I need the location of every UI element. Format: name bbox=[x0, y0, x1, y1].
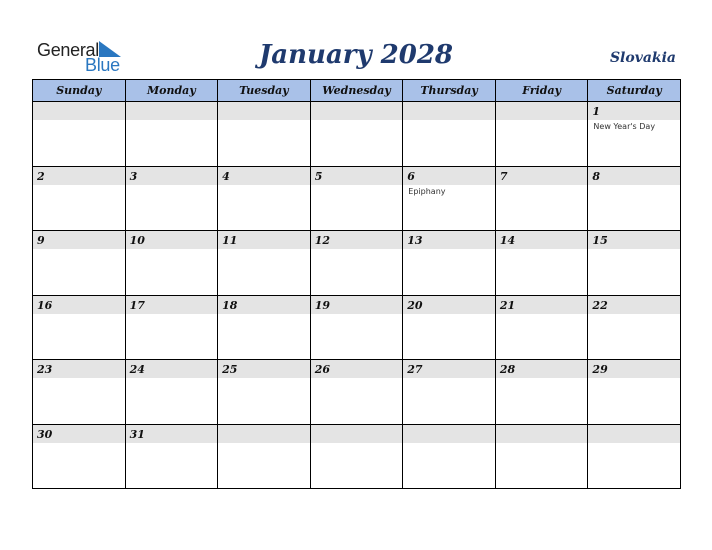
day-number: 12 bbox=[314, 234, 331, 247]
day-cell bbox=[33, 102, 126, 167]
weekday-header-thursday: Thursday bbox=[403, 80, 496, 102]
day-cell bbox=[496, 360, 589, 425]
date-band bbox=[311, 167, 403, 185]
day-number: 7 bbox=[499, 169, 508, 183]
day-number: 19 bbox=[314, 298, 331, 312]
day-cell bbox=[588, 231, 681, 296]
day-cell bbox=[33, 231, 126, 296]
day-cell bbox=[588, 167, 681, 232]
day-cell bbox=[33, 360, 126, 425]
date-band bbox=[496, 102, 588, 120]
logo-text-blue: Blue bbox=[85, 55, 120, 75]
day-cell bbox=[126, 167, 219, 232]
date-band bbox=[126, 167, 218, 185]
date-band bbox=[496, 425, 588, 443]
day-number: 31 bbox=[129, 427, 145, 441]
day-cell bbox=[588, 425, 681, 490]
date-band bbox=[126, 102, 218, 120]
date-band bbox=[218, 425, 310, 443]
weekday-header-sunday: Sunday bbox=[33, 80, 126, 102]
day-number: 5 bbox=[314, 169, 323, 183]
day-number: 16 bbox=[37, 298, 53, 312]
day-number: 11 bbox=[222, 234, 238, 247]
date-band bbox=[33, 102, 125, 120]
date-band bbox=[588, 102, 680, 120]
day-cell bbox=[311, 425, 404, 490]
day-cell bbox=[403, 360, 496, 425]
date-band bbox=[588, 425, 680, 443]
day-cell bbox=[33, 296, 126, 361]
day-number: 8 bbox=[592, 169, 601, 183]
calendar-grid bbox=[32, 79, 681, 489]
day-number: 22 bbox=[592, 298, 608, 312]
day-cell bbox=[218, 231, 311, 296]
day-cell bbox=[311, 296, 404, 361]
day-cell bbox=[403, 425, 496, 490]
day-number: 23 bbox=[37, 363, 53, 376]
day-number: 14 bbox=[499, 234, 516, 247]
day-number: 17 bbox=[129, 298, 145, 312]
day-number: 3 bbox=[129, 169, 138, 183]
day-cell bbox=[403, 102, 496, 167]
day-number: 10 bbox=[129, 234, 145, 247]
day-cell bbox=[588, 102, 681, 167]
date-band bbox=[403, 102, 495, 120]
day-number: 26 bbox=[314, 363, 331, 376]
day-cell bbox=[126, 102, 219, 167]
day-cell bbox=[33, 425, 126, 490]
date-band bbox=[496, 167, 588, 185]
date-band bbox=[311, 102, 403, 120]
day-number: 9 bbox=[37, 234, 45, 247]
day-cell bbox=[33, 167, 126, 232]
date-band bbox=[403, 167, 495, 185]
date-band bbox=[588, 167, 680, 185]
weekday-header-saturday: Saturday bbox=[588, 80, 681, 102]
date-band bbox=[33, 231, 125, 249]
country-label: Slovakia bbox=[609, 50, 676, 66]
calendar-title: January 2028 bbox=[258, 40, 454, 70]
day-cell bbox=[126, 425, 219, 490]
day-number: 25 bbox=[222, 363, 238, 376]
day-number: 27 bbox=[407, 363, 423, 376]
holiday-label: Epiphany bbox=[408, 186, 446, 196]
day-cell bbox=[403, 231, 496, 296]
holiday-label: New Year's Day bbox=[593, 122, 656, 131]
date-band bbox=[218, 167, 310, 185]
date-band bbox=[33, 167, 125, 185]
day-number: 28 bbox=[499, 363, 516, 376]
day-cell bbox=[311, 231, 404, 296]
day-cell bbox=[403, 167, 496, 232]
day-number: 4 bbox=[222, 169, 230, 183]
day-cell bbox=[311, 167, 404, 232]
day-cell bbox=[588, 296, 681, 361]
day-number: 1 bbox=[592, 105, 601, 118]
logo-text-general: General bbox=[37, 40, 99, 60]
day-cell bbox=[126, 296, 219, 361]
day-number: 29 bbox=[592, 363, 608, 376]
weekday-header-tuesday: Tuesday bbox=[218, 80, 311, 102]
date-band bbox=[311, 425, 403, 443]
day-number: 30 bbox=[37, 427, 53, 441]
day-cell bbox=[496, 425, 589, 490]
day-number: 13 bbox=[407, 234, 423, 247]
day-cell bbox=[311, 360, 404, 425]
weekday-header-wednesday: Wednesday bbox=[311, 80, 404, 102]
weekday-header-friday: Friday bbox=[496, 80, 589, 102]
day-cell bbox=[126, 231, 219, 296]
day-cell bbox=[218, 167, 311, 232]
day-number: 6 bbox=[407, 169, 415, 183]
day-cell bbox=[588, 360, 681, 425]
day-cell bbox=[496, 167, 589, 232]
day-cell bbox=[496, 296, 589, 361]
day-number: 2 bbox=[37, 169, 45, 183]
date-band bbox=[218, 102, 310, 120]
weekday-header-monday: Monday bbox=[126, 80, 219, 102]
day-cell bbox=[311, 102, 404, 167]
day-number: 24 bbox=[129, 363, 145, 376]
day-cell bbox=[403, 296, 496, 361]
day-cell bbox=[126, 360, 219, 425]
day-number: 21 bbox=[499, 298, 516, 312]
day-cell bbox=[218, 425, 311, 490]
day-number: 20 bbox=[407, 298, 423, 312]
day-number: 15 bbox=[592, 234, 608, 247]
day-cell bbox=[218, 360, 311, 425]
day-cell bbox=[496, 102, 589, 167]
date-band bbox=[403, 425, 495, 443]
day-cell bbox=[496, 231, 589, 296]
day-cell bbox=[218, 102, 311, 167]
day-cell bbox=[218, 296, 311, 361]
day-number: 18 bbox=[222, 298, 238, 312]
